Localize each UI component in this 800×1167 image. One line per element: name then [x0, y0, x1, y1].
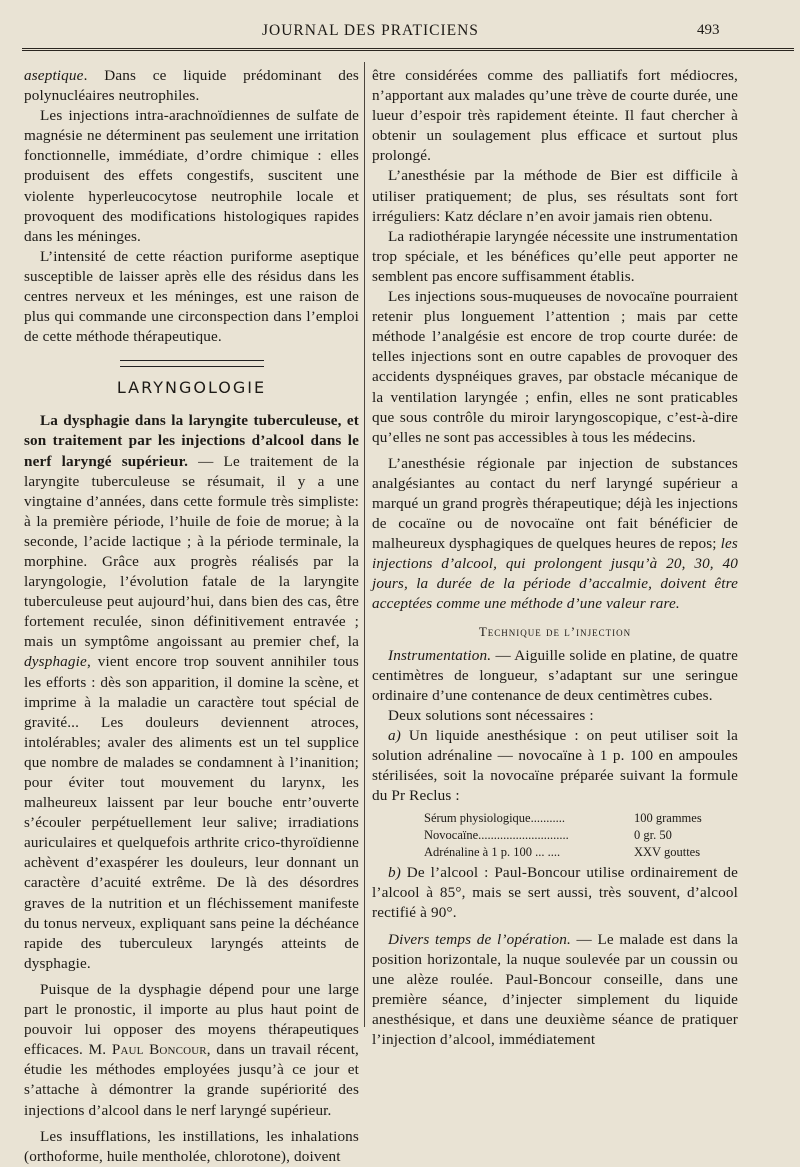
page-number: 493 — [697, 22, 720, 38]
paragraph: Les injections sous-muqueuses de novocaïne pourraient retenir plus longuement l’attention ; mais par cette méthode l’analgésie est encore de trop courte durée: de telles injections sont en outre capables de provoquer des accidents dyspnéiques graves, par obstacle mécanique de la ventilation laryngée ; enfin, elles ne sont praticables que sous contrôle du miroir laryngoscopique, c’est-à-dire qu’elles ne sont pas accessibles à tous les médecins. — [372, 288, 738, 446]
paragraph-text: De l’alcool : Paul-Boncour utilise ordinairement de l’alcool à 85°, mais se sert aussi, très souvent, d’alcool rectifié à 90°. — [372, 864, 738, 922]
formula-ingredient: Adrénaline à 1 p. 100 ... .... — [424, 845, 561, 860]
author-name: M. Paul Boncour — [88, 1041, 207, 1059]
paragraph-text: L’anesthésie régionale par injection de substances analgésiantes au contact du nerf laryngé supérieur a marqué un grand progrès thérapeutique; déjà les injections de cocaïne ou de novocaïne ont fait bénéficier de malheureux dysphagiques de quelques heures de repos; — [372, 454, 738, 553]
paragraph-continuation: être considérées comme des palliatifs fort médiocres, n’apportant aux malades qu’une trève de courte durée, une lueur d’espoir très rapidement éteinte. Il faut chercher à obtenir un soulagement plus efficace et surtout plus prolongé. — [372, 67, 738, 165]
page-header — [0, 22, 800, 44]
formula-ingredient: Novocaïne............................. — [424, 828, 569, 843]
paragraph-text: Un liquide anesthésique : on peut utiliser soit la solution adrénaline — novocaïne à 1 p. 100 en ampoules stérilisées, soit la novocaïne préparée suivant la formule du Pr Reclus : — [372, 726, 738, 805]
formula-ingredient: Sérum physiologique........... — [424, 811, 565, 826]
formula-amount: 100 grammes — [634, 811, 702, 826]
italic-text: les injections d’alcool, qui prolongent jusqu’à 20, 30, 40 jours, la durée de la période d’accalmie, doivent être acceptées comme une méthode d’une valeur rare. — [372, 535, 738, 613]
italic-text: Instrumentation. — [388, 646, 492, 664]
paragraph: La radiothérapie laryngée nécessite une instrumentation trop spéciale, et les bénéfices qu’elle peut apporter ne semblent pas encore suffisamment établis. — [372, 227, 738, 285]
section-heading: LARYNGOLOGIE — [116, 378, 267, 398]
list-label: a) — [388, 726, 401, 744]
column-divider — [364, 62, 365, 1027]
right-column — [372, 66, 738, 1050]
paragraph-text: . Dans ce liquide prédominant des polynucléaires neutrophiles. — [24, 67, 359, 105]
left-column — [24, 66, 359, 1167]
italic-text: dysphagie — [24, 653, 87, 671]
list-label: b) — [388, 864, 401, 882]
paragraph: L’anesthésie par la méthode de Bier est difficile à utiliser pratiquement; de plus, ses résultats sont fort irréguliers: Katz déclare n’en avoir jamais rien obtenu. — [372, 167, 738, 225]
paragraph: Deux solutions sont nécessaires : — [388, 706, 594, 724]
paragraph-text: Puisque de la dysphagie dépend pour une large part le pronostic, il importe au plus haut point de pouvoir lui opposer des moyens thérapeutiques efficaces. — [24, 980, 359, 1059]
article-paragraph — [24, 411, 359, 974]
paragraph-text: — Le traitement de la laryngite tuberculeuse se résumait, il y a une vingtaine d’années, dans cette formule très simpliste: à la première période, l’huile de foie de morue; à la seconde, l’acide lactique ; à la période terminale, la morphine. Grâce aux progrès réalisés par la laryngologie, l’évolution fatale de la laryngite tuberculeuse peut aujourd’hui, dans bien des cas, être fortement reculée, sinon définitivement entravée ; mais un symptôme angoissant au premier chef, la — [24, 452, 360, 651]
paragraph — [372, 863, 738, 923]
formula-row — [372, 810, 738, 827]
formula-row — [372, 827, 738, 844]
paragraph — [24, 980, 359, 1121]
header-rule — [22, 48, 794, 51]
formula-amount: 0 gr. 50 — [634, 828, 672, 843]
paragraph — [372, 646, 738, 706]
paragraph: L’intensité de cette réaction puriforme aseptique susceptible de laisser après elle des résidus dans les centres nerveux et les méninges, est une raison de plus qui commande une circonspection dans l’emploi de cette méthode thérapeutique. — [24, 247, 359, 346]
paragraph: Les injections intra-arachnoïdiennes de sulfate de magnésie ne déterminent pas seulement une irritation fonctionnelle, immédiate, d’ordre chimique : elles produisent des effets congestifs, suscitent une violente hyperleucocytose neutrophile locale et provoquent des modifications histologiques rapides dans les méninges. — [24, 107, 359, 245]
italic-text: Divers temps de l’opération. — [388, 930, 571, 948]
italic-text: aseptique — [24, 67, 84, 84]
paragraph — [372, 726, 738, 806]
article-title: La dysphagie dans la laryngite tuberculeuse, et son traitement par les injections d’alcool dans le nerf laryngé supérieur. — [24, 412, 359, 470]
paragraph-text: , dans un travail récent, étudie les méthodes employées jusqu’à ce jour et s’attache à démontrer la grande supériorité des injections d’alcool dans le nerf laryngé supérieur. — [24, 1041, 360, 1119]
paragraph-text: — Aiguille solide en platine, de quatre centimètres de longueur, s’adaptant sur une seringue ordinaire d’une contenance de deux centimètres cubes. — [372, 646, 738, 704]
paragraph-continuation — [24, 66, 359, 106]
paragraph-text: — Le malade est dans la position horizontale, la nuque soulevée par un coussin ou une alèze roulée. Paul-Boncour conseille, dans une première séance, d’injecter simplement du liquide anesthésique, et dans une deuxième séance de pratiquer l’injection d’alcool, immédiatement — [372, 930, 738, 1049]
paragraph — [372, 930, 738, 1051]
subsection-heading: Technique de l’injection — [478, 623, 632, 639]
formula-amount: XXV gouttes — [634, 845, 701, 860]
paragraph-text: , vient encore trop souvent annihiler tous les efforts : dès son apparition, il domine la scène, et imprime à la maladie un caractère tout spécial de gravité... Les douleurs deviennent atroces, intolérables; avaler des aliments est un tel supplice que nombre de malades se condamnent à l’inanition; pour éviter tout mouvement du larynx, les malheureux laissent par leur bouche entr’ouverte s’écouler perpétuellement leur salive; irradiations auriculaires et quelquefois arthrite crico-thyroïdienne achèvent d’exaspérer les douleurs, leur donnant un caractère d’acuité extrême. De là des désordres graves de la nutrition et un fléchissement manifeste du tonus nerveux, expliquant sans peine la déchéance rapide des tuberculeux laryngés atteints de dysphagie. — [24, 653, 359, 972]
paragraph: Les insufflations, les instillations, les inhalations (orthoforme, huile mentholée, chlorotone), doivent — [24, 1127, 359, 1165]
section-divider — [120, 360, 264, 367]
paragraph — [372, 454, 738, 615]
formula-row — [372, 844, 738, 861]
formula-table — [372, 810, 738, 861]
running-title: JOURNAL DES PRATICIENS — [262, 22, 479, 39]
